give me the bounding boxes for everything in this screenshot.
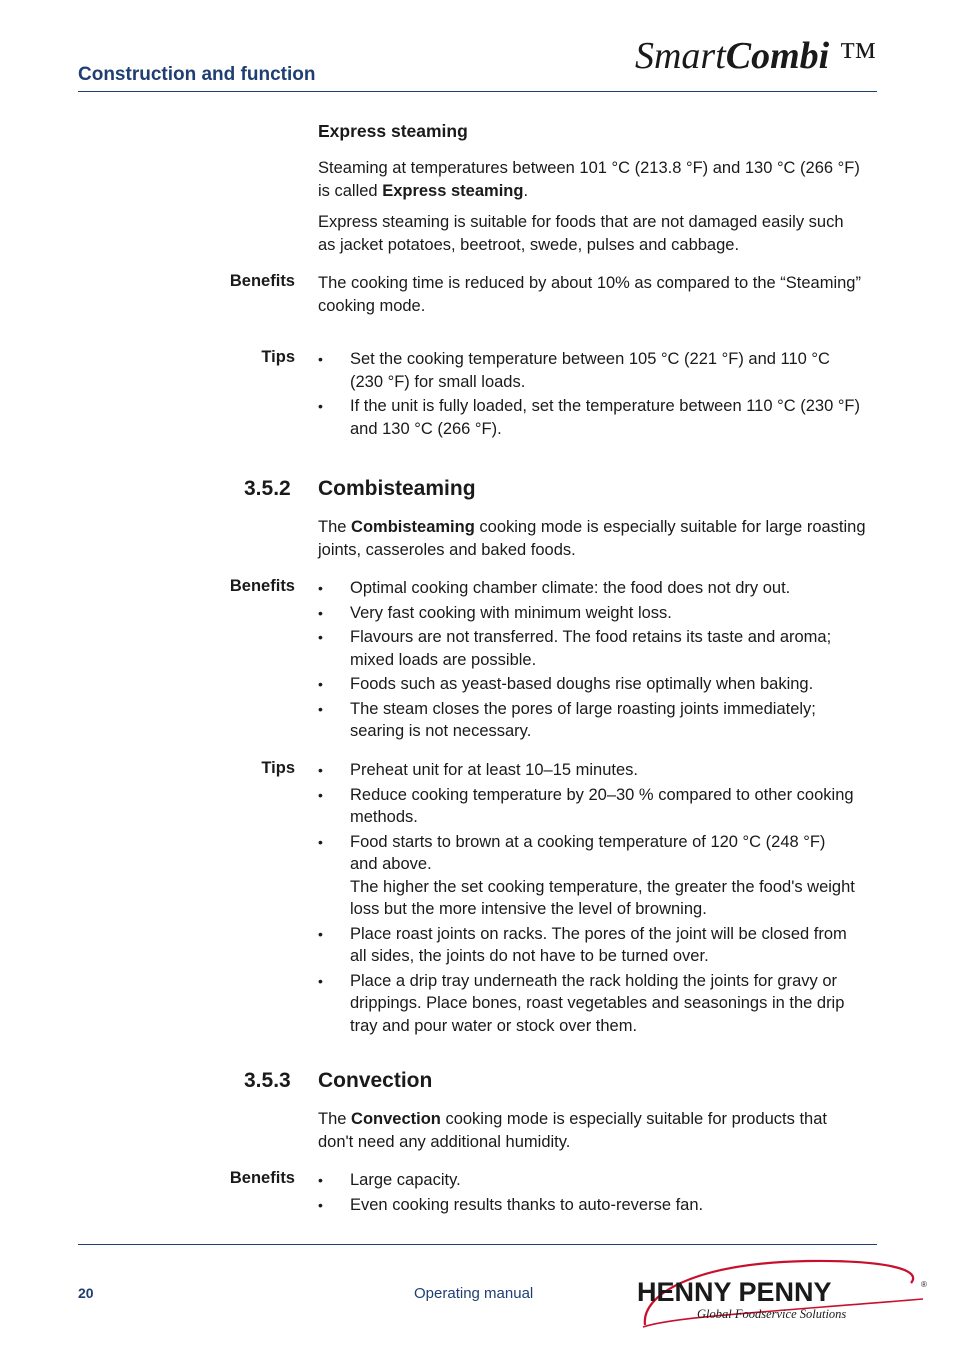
combi-intro-line1 [318,516,880,539]
list-item [318,923,880,968]
combi-intro-a: The [318,518,352,536]
list-item-line: all sides, the joints do not have to be turned over. [350,947,709,965]
henny-penny-logo [633,1255,933,1335]
combi-section-number: 3.5.2 [244,477,291,500]
express-title: Express steaming [318,121,468,141]
logo-tagline: Global Foodservice Solutions [697,1307,847,1321]
list-item-line: • The steam closes the pores of large roasting joints immediately; [350,699,816,718]
brand-tm: ™ [829,35,876,77]
combi-intro-bold: Combisteaming [351,518,475,536]
express-paragraph-1 [318,157,880,202]
list-item-line: • Optimal cooking chamber climate: the food does not dry out. [350,579,791,597]
footer-document-title: Operating manual [414,1285,534,1302]
list-item [318,673,880,696]
express-tips-list [318,348,880,442]
convection-intro-b: cooking mode is especially suitable for products that [440,1110,827,1128]
list-item-line: • Large capacity. [350,1171,461,1189]
convection-intro-line1 [318,1108,880,1131]
express-benefits-line1: The cooking time is reduced by about 10% as compared to the “Steaming” [318,274,861,292]
express-p1-line2 [318,180,880,203]
combi-section-title: Combisteaming [318,477,476,500]
express-benefits-text [318,272,880,317]
express-p2-line2: as jacket potatoes, beetroot, swede, pulses and cabbage. [318,235,740,254]
list-item-line: • Set the cooking temperature between 105 °C (221 °F) and 110 °C [350,350,830,368]
list-item-line: • Very fast cooking with minimum weight loss. [350,603,672,622]
combi-tips-label: Tips [261,759,295,777]
list-item [318,602,880,625]
express-p1-text: is called [318,181,383,200]
convection-intro-line2: don't need any additional humidity. [318,1132,571,1151]
list-item [318,395,880,440]
list-item-line: • Preheat unit for at least 10–15 minutes. [350,761,639,779]
brand-light: Smart [634,35,726,77]
express-benefits-label: Benefits [229,272,295,290]
list-item-line: and 130 °C (266 °F). [350,419,502,438]
combi-benefits-list [318,577,880,745]
list-item-line: • Place a drip tray underneath the rack holding the joints for gravy or [350,971,838,990]
list-item [318,698,880,743]
express-p1-end: . [523,181,529,200]
list-item-line: drippings. Place bones, roast vegetables and seasonings in the drip [350,994,845,1012]
list-item [318,831,880,921]
express-p1-bold: Express steaming [382,181,524,200]
list-item-line: tray and pour water or stock over them. [350,1016,638,1035]
express-paragraph-2 [318,211,880,256]
footer-rule [78,1244,877,1245]
list-item [318,626,880,671]
list-item-line: • Food starts to brown at a cooking temperature of 120 °C (248 °F) [350,832,826,851]
logo-wordmark: HENNY PENNY [637,1277,832,1307]
convection-section-title: Convection [318,1069,433,1092]
list-item [318,577,880,600]
list-item-line: (230 °F) for small loads. [350,372,526,391]
list-item [318,759,880,782]
combi-benefits-label: Benefits [229,577,295,595]
convection-section-number: 3.5.3 [244,1069,291,1092]
convection-benefits-label: Benefits [229,1169,295,1187]
convection-intro-a: The [318,1110,352,1128]
convection-benefits-list [318,1169,880,1218]
header-rule [78,91,877,92]
page-number: 20 [78,1285,94,1301]
combi-intro-line2: joints, casseroles and baked foods. [318,540,576,559]
list-item-line: • Reduce cooking temperature by 20–30 % compared to other cooking [350,785,854,804]
list-item [318,970,880,1038]
combi-intro-b: cooking mode is especially suitable for large roasting [474,518,866,536]
list-item-line: • Even cooking results thanks to auto-reverse fan. [350,1195,704,1214]
convection-intro [318,1108,880,1153]
list-item-line: loss but the more intensive the level of browning. [350,900,707,918]
brand-logo [635,34,876,78]
section-title: Construction and function [78,64,316,85]
list-item [318,1169,880,1192]
express-tips-label: Tips [261,348,295,366]
express-benefits-line2: cooking mode. [318,296,426,315]
combi-tips-list [318,759,880,1039]
list-item [318,348,880,393]
list-item [318,1194,880,1217]
list-item-line: searing is not necessary. [350,722,532,740]
list-item-line: • If the unit is fully loaded, set the temperature between 110 °C (230 °F) [350,397,861,415]
express-p1-line1: Steaming at temperatures between 101 °C (213.8 °F) and 130 °C (266 °F) [318,159,860,177]
convection-intro-bold: Convection [351,1110,441,1128]
express-p2-line1: Express steaming is suitable for foods that are not damaged easily such [318,213,844,231]
combi-intro [318,516,880,561]
list-item-line: • Flavours are not transferred. The food retains its taste and aroma; [350,628,832,646]
list-item-line: • Foods such as yeast-based doughs rise optimally when baking. [350,675,814,693]
list-item-line: methods. [350,808,418,826]
list-item-line: and above. [350,855,432,873]
list-item-line: • Place roast joints on racks. The pores of the joint will be closed from [350,924,847,943]
brand-bold: Combi [725,35,830,77]
list-item [318,784,880,829]
list-item-line: The higher the set cooking temperature, the greater the food's weight [350,877,855,896]
logo-registered: ® [921,1280,927,1289]
list-item-line: mixed loads are possible. [350,650,537,669]
